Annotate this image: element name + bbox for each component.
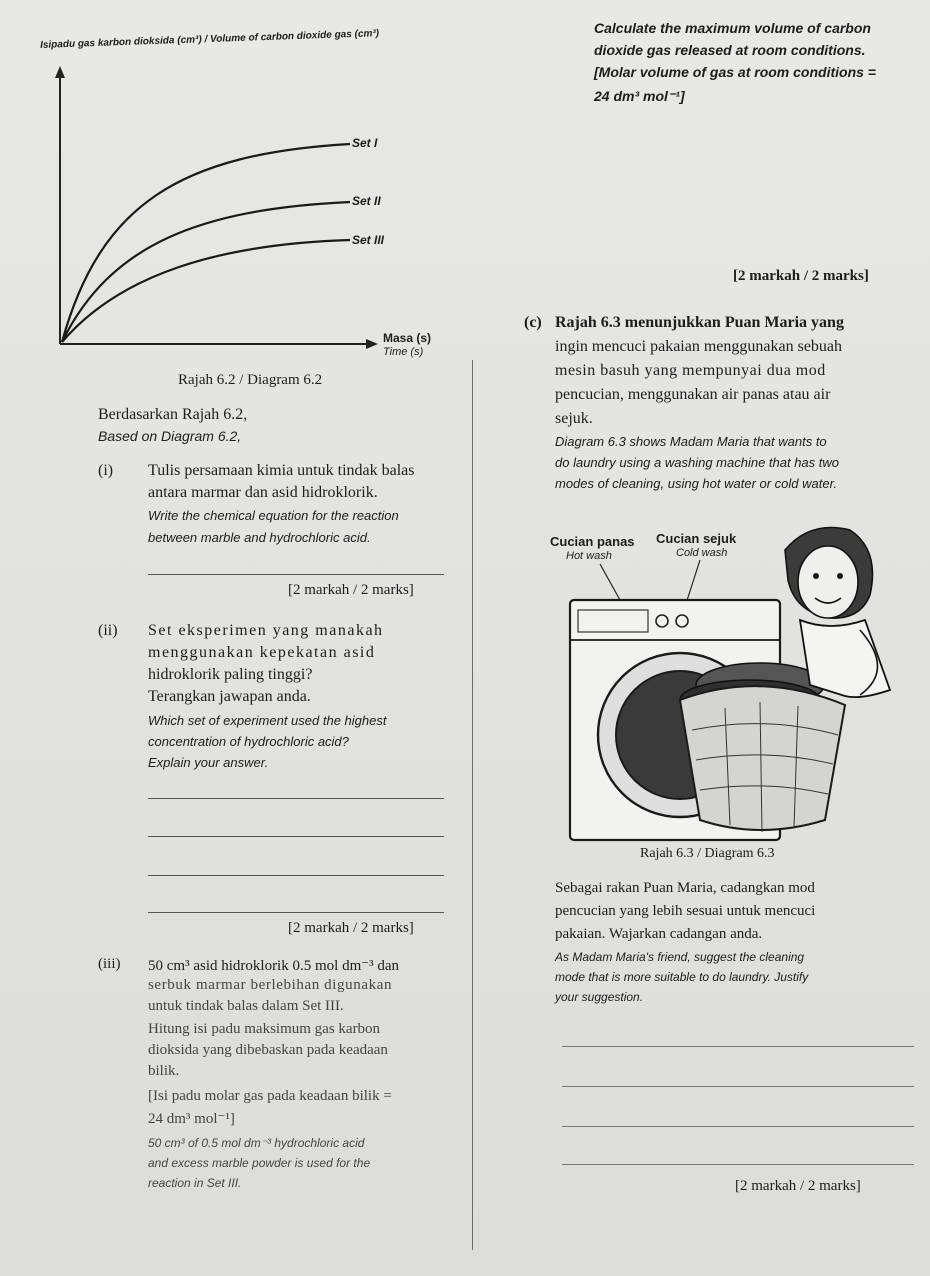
c-number: (c) <box>524 314 542 331</box>
q2-en-2: concentration of hydrochloric acid? <box>148 734 349 749</box>
woman-face <box>798 546 858 618</box>
q3-number: (iii) <box>98 956 121 972</box>
c-ms-5: sejuk. <box>555 410 593 427</box>
c-ms-1: Rajah 6.3 menunjukkan Puan Maria yang <box>555 314 844 331</box>
q1-marks: [2 markah / 2 marks] <box>288 582 414 598</box>
c-ms-3: mesin basuh yang mempunyai dua mod <box>555 362 826 379</box>
calc-marks: [2 markah / 2 marks] <box>733 268 869 284</box>
curve-set-2 <box>62 202 350 342</box>
c-ms-2: ingin mencuci pakaian menggunakan sebuah <box>555 338 843 355</box>
q3-ms-6: bilik. <box>148 1063 180 1079</box>
c-en-2: do laundry using a washing machine that has two <box>555 455 840 470</box>
q2-ms-3: hidroklorik paling tinggi? <box>148 666 313 683</box>
s-en-1: As Madam Maria's friend, suggest the cleaning <box>555 950 805 964</box>
q3-en-3: reaction in Set III. <box>148 1176 242 1190</box>
q1-answer-line[interactable] <box>148 574 444 575</box>
q2-ms-4: Terangkan jawapan anda. <box>148 688 311 705</box>
q3-ms-1: 50 cm³ asid hidroklorik 0.5 mol dm⁻³ dan <box>148 958 400 974</box>
y-axis-arrow <box>55 66 65 78</box>
q3-ms-3: untuk tindak balas dalam Set III. <box>148 998 344 1014</box>
q2-answer-line-2[interactable] <box>148 836 444 837</box>
q2-ms-2: menggunakan kepekatan asid <box>148 644 376 661</box>
c-marks: [2 markah / 2 marks] <box>735 1178 861 1194</box>
q2-en-1: Which set of experiment used the highest <box>148 713 387 728</box>
x-axis-arrow <box>366 339 378 349</box>
x-axis-label-ms: Masa (s) <box>383 331 432 345</box>
column-divider <box>472 360 473 1250</box>
fig-6-3-caption: Rajah 6.3 / Diagram 6.3 <box>640 846 775 861</box>
y-axis-label: Isipadu gas karbon dioksida (cm³) / Volume of carbon dioxide gas (cm³) <box>39 28 380 51</box>
q2-answer-line-3[interactable] <box>148 875 444 876</box>
s-en-3: your suggestion. <box>555 990 644 1004</box>
q1-en-2: between marble and hydrochloric acid. <box>148 530 371 545</box>
q2-ms-1: Set eksperimen yang manakah <box>148 622 384 639</box>
laundry-basket <box>680 686 845 830</box>
intro-en: Based on Diagram 6.2, <box>98 428 242 444</box>
set-2-label: Set II <box>352 194 381 208</box>
q3-ms-8: 24 dm³ mol⁻¹] <box>148 1111 235 1127</box>
c-answer-line-2[interactable] <box>562 1086 914 1087</box>
c-answer-line-4[interactable] <box>562 1164 914 1165</box>
q1-number: (i) <box>98 462 114 479</box>
s-ms-2: pencucian yang lebih sesuai untuk mencuci <box>555 903 816 919</box>
q3-en-1: 50 cm³ of 0.5 mol dm⁻³ hydrochloric acid <box>148 1136 365 1150</box>
q3-ms-4: Hitung isi padu maksimum gas karbon <box>148 1021 381 1037</box>
c-answer-line-3[interactable] <box>562 1126 914 1127</box>
q3-ms-7: [Isi padu molar gas pada keadaan bilik = <box>148 1088 392 1104</box>
q2-answer-line-4[interactable] <box>148 912 444 913</box>
calc-line-2: dioxide gas released at room conditions. <box>594 42 866 58</box>
intro-ms: Berdasarkan Rajah 6.2, <box>98 406 248 423</box>
c-ms-4: pencucian, menggunakan air panas atau air <box>555 386 831 403</box>
set-3-label: Set III <box>352 233 385 247</box>
q1-ms-1: Tulis persamaan kimia untuk tindak balas <box>148 462 415 479</box>
rate-graph <box>30 44 440 374</box>
q2-marks: [2 markah / 2 marks] <box>288 920 414 936</box>
calc-line-1: Calculate the maximum volume of carbon <box>594 20 871 36</box>
q3-ms-5: dioksida yang dibebaskan pada keadaan <box>148 1042 388 1058</box>
calc-line-4: 24 dm³ mol⁻¹] <box>594 88 685 104</box>
q3-ms-2: serbuk marmar berlebihan digunakan <box>148 977 393 993</box>
s-en-2: mode that is more suitable to do laundry. Justify <box>555 970 809 984</box>
cold-wash-label-ms: Cucian sejuk <box>656 531 737 546</box>
s-ms-3: pakaian. Wajarkan cadangan anda. <box>555 926 763 942</box>
washing-machine-illustration <box>560 520 910 845</box>
curve-set-3 <box>62 240 350 342</box>
q3-en-2: and excess marble powder is used for the <box>148 1156 371 1170</box>
q1-ms-2: antara marmar dan asid hidroklorik. <box>148 484 378 501</box>
x-axis-label-en: Time (s) <box>383 346 424 358</box>
q2-en-3: Explain your answer. <box>148 755 269 770</box>
s-ms-1: Sebagai rakan Puan Maria, cadangkan mod <box>555 880 815 896</box>
q1-en-1: Write the chemical equation for the reaction <box>148 508 399 523</box>
c-answer-line-1[interactable] <box>562 1046 914 1047</box>
graph-caption: Rajah 6.2 / Diagram 6.2 <box>178 372 323 388</box>
set-1-label: Set I <box>352 136 378 150</box>
c-en-1: Diagram 6.3 shows Madam Maria that wants to <box>555 434 827 449</box>
q2-number: (ii) <box>98 622 118 639</box>
hot-wash-label-ms: Cucian panas <box>550 534 635 549</box>
c-en-3: modes of cleaning, using hot water or cold water. <box>555 476 838 491</box>
hot-wash-label-en: Hot wash <box>566 550 612 562</box>
calc-line-3: [Molar volume of gas at room conditions = <box>594 64 876 80</box>
q2-answer-line-1[interactable] <box>148 798 444 799</box>
cold-wash-label-en: Cold wash <box>676 547 728 559</box>
